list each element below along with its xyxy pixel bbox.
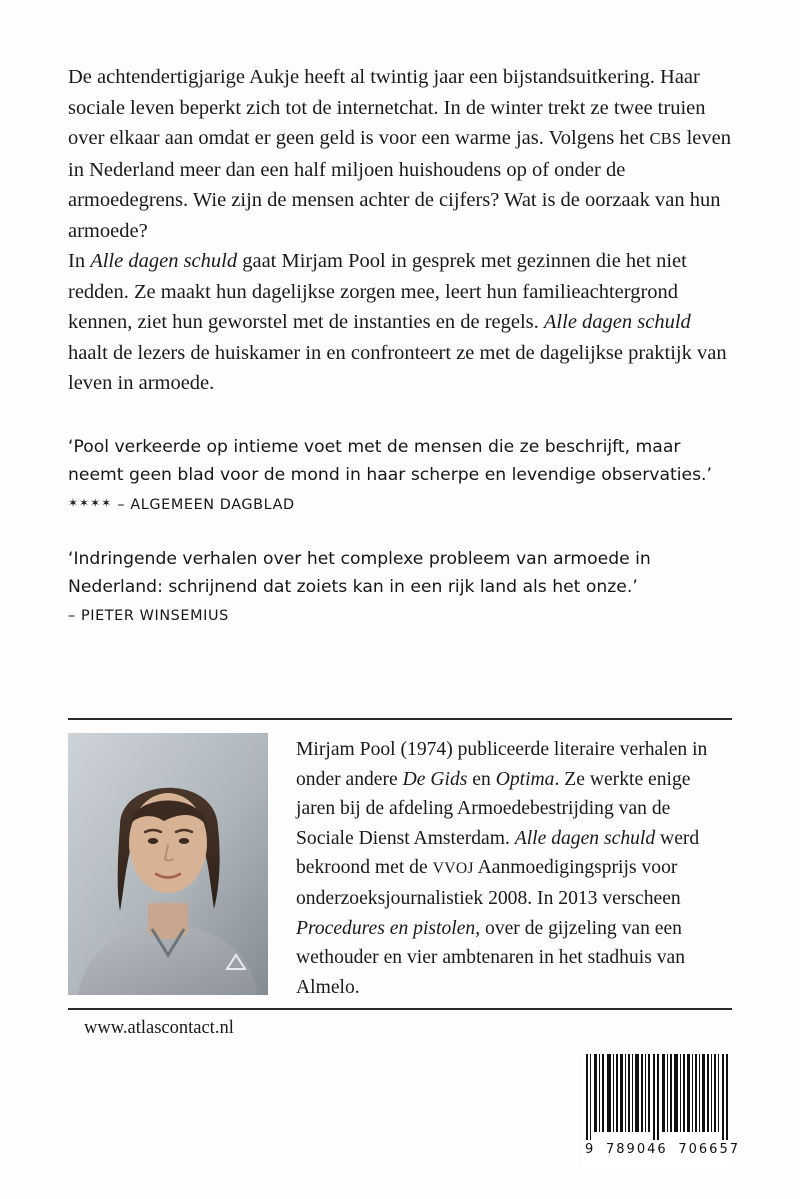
bio-part-b: en <box>467 768 496 790</box>
bio-part-e: Aanmoedigingsprijs voor onderzoeksjournalistiek 2008. In 2013 verscheen <box>296 857 681 909</box>
bio-title-de-gids: De Gids <box>402 768 468 790</box>
review-quote-2 <box>68 545 732 630</box>
barcode <box>583 1052 740 1169</box>
barcode-bars <box>583 1052 732 1140</box>
bio-part-d: werd bekroond met de <box>296 827 700 879</box>
quote-1-stars: ✶✶✶✶ <box>68 495 113 510</box>
barcode-digits: 9 789046 706657 <box>585 1142 740 1157</box>
bio-title-alle-dagen-schuld: Alle dagen schuld <box>514 827 656 849</box>
blurb-p2-title-2: Alle dagen schuld <box>543 311 691 333</box>
blurb-p2-part-a: In <box>68 250 91 272</box>
author-portrait <box>68 733 268 995</box>
divider-bottom <box>68 1008 732 1010</box>
author-section <box>68 733 732 1002</box>
bio-part-f: , over de gijzeling van een wethouder en vier ambtenaren in het stadhuis van Almelo. <box>296 917 686 998</box>
blurb-text <box>68 62 732 399</box>
publisher-website[interactable]: www.atlascontact.nl <box>84 1018 234 1038</box>
blurb-paragraph-2 <box>68 246 732 399</box>
blurb-p1-part-a: De achtendertigjarige Aukje heeft al twintig jaar een bijstandsuitkering. Haar sociale leven beperkt zich tot de internetchat. In de winter trekt ze twee truien over elkaar aan omdat er geen geld is voor een warme jas. Volgens het <box>68 66 706 149</box>
blurb-p2-part-b: gaat Mirjam Pool in gesprek met gezinnen die het niet redden. Ze maakt hun dagelijkse zorgen mee, leert hun familieachtergrond kennen, ziet hun geworstel met de instanties en de regels. <box>68 250 687 333</box>
quote-1-text: ‘Pool verkeerde op intieme voet met de mensen die ze beschrijft, maar neemt geen blad voor de mond in haar scherpe en levendige observaties.’ <box>68 436 712 485</box>
review-quotes <box>68 433 732 630</box>
review-quote-1 <box>68 433 732 519</box>
bio-part-c: . Ze werkte enige jaren bij de afdeling Armoedebestrijding van de Sociale Dienst Amsterdam. <box>296 768 691 849</box>
bio-vvoj: VVOJ <box>432 860 474 878</box>
blurb-p2-part-c: haalt de lezers de huiskamer in en confronteert ze met de dagelijkse praktijk van leven in armoede. <box>68 341 727 394</box>
blurb-p1-part-b: leven in Nederland meer dan een half miljoen huishoudens op of onder de armoedegrens. Wie zijn de mensen achter de cijfers? Wat is de oorzaak van hun armoede? <box>68 127 731 242</box>
bio-title-procedures-en-pistolen: Procedures en pistolen <box>296 917 476 939</box>
bio-part-a: Mirjam Pool (1974) publiceerde literaire verhalen in onder andere <box>296 739 708 790</box>
blurb-p1-cbs: CBS <box>649 129 682 148</box>
author-bio-paragraph <box>296 735 732 1002</box>
blurb-section <box>68 62 732 630</box>
quote-2-source: – PIETER WINSEMIUS <box>68 607 229 624</box>
blurb-paragraph-1 <box>68 62 732 246</box>
author-bio <box>296 733 732 1002</box>
quote-2-text: ‘Indringende verhalen over het complexe probleem van armoede in Nederland: schrijnend dat zoiets kan in een rijk land als het onze.’ <box>68 548 651 597</box>
divider-top <box>68 718 732 720</box>
blurb-p2-title-1: Alle dagen schuld <box>90 250 238 272</box>
quote-1-source: – ALGEMEEN DAGBLAD <box>112 496 295 513</box>
bio-title-optima: Optima <box>495 768 555 790</box>
